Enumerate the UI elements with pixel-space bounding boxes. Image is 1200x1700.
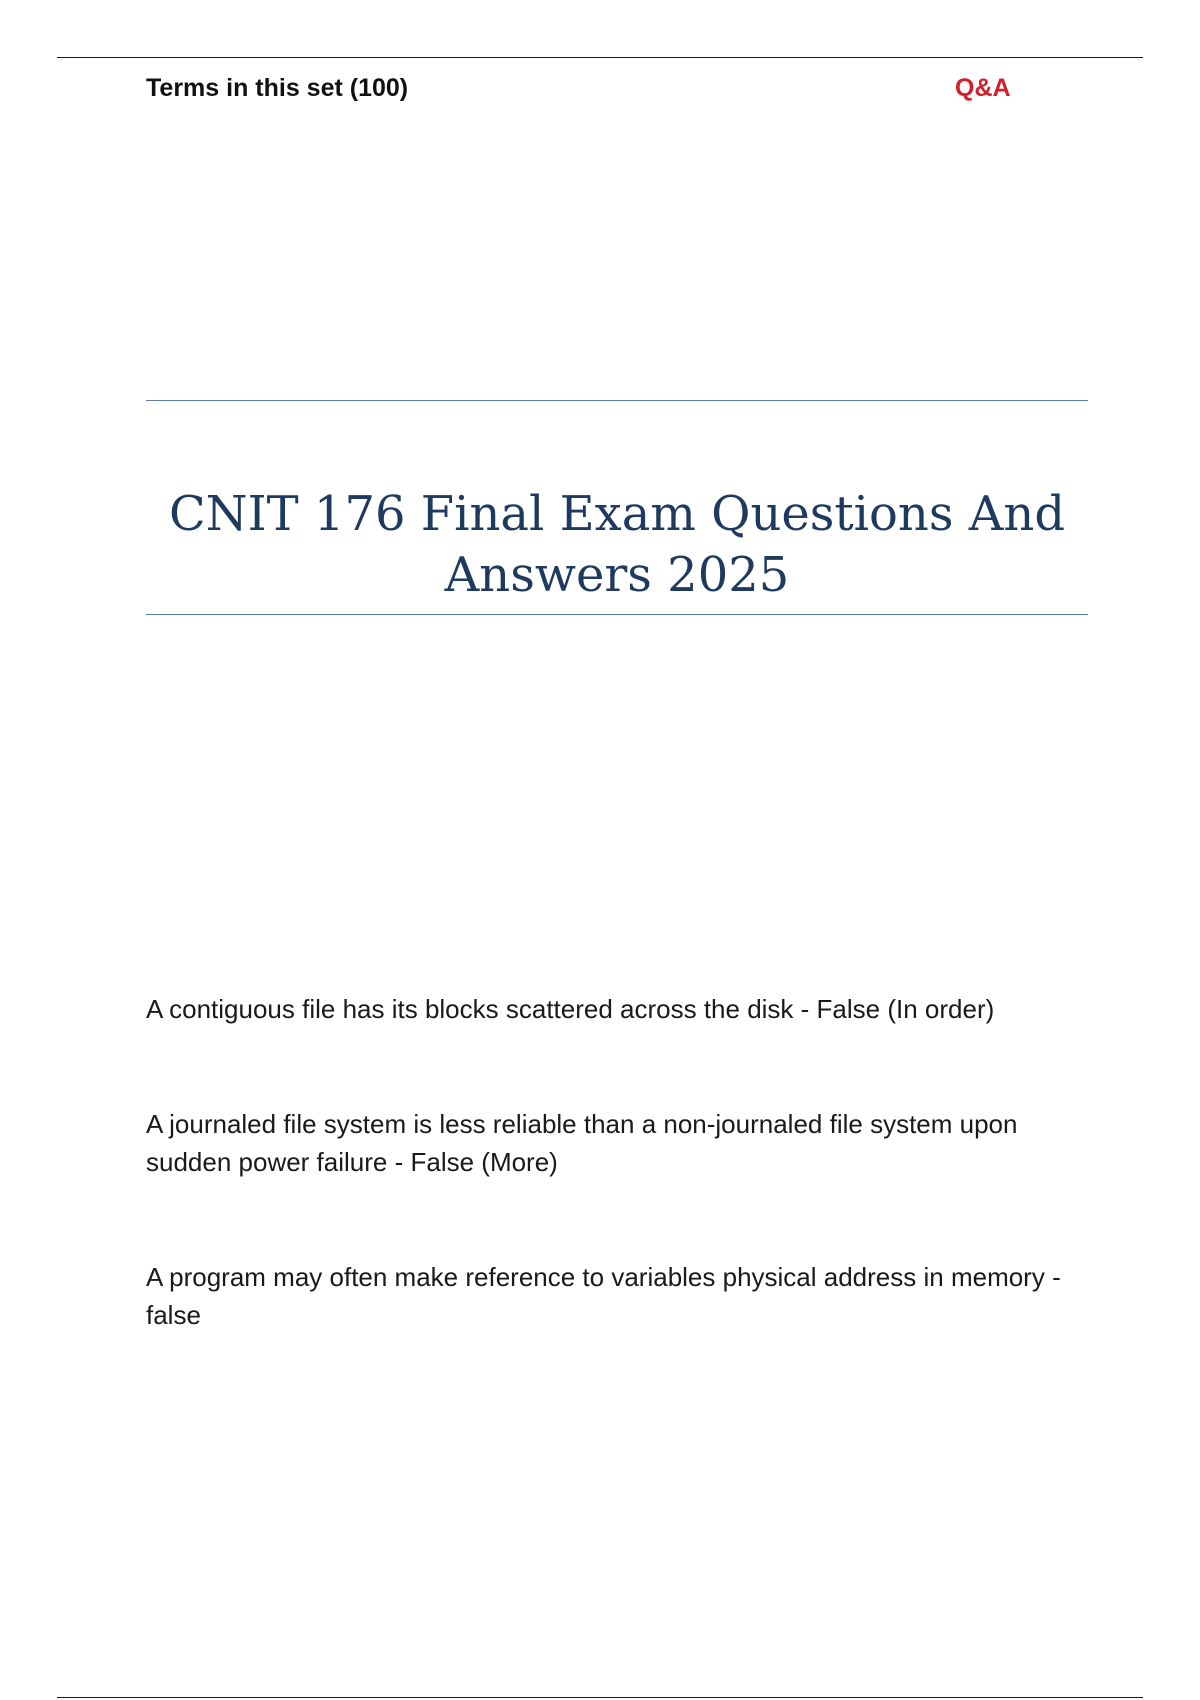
bottom-rule (57, 1697, 1143, 1698)
qa-list (146, 990, 1076, 1411)
qa-badge: Q&A (955, 74, 1011, 102)
qa-item: A contiguous file has its blocks scattered across the disk - False (In order) (146, 994, 995, 1024)
terms-count-label: Terms in this set (100) (146, 74, 409, 102)
qa-item: A journaled file system is less reliable than a non-journaled file system upon sudden power failure - False (More) (146, 1109, 1018, 1177)
top-rule (57, 57, 1143, 58)
title-rule-bottom (146, 614, 1088, 615)
document-title: CNIT 176 Final Exam Questions And Answers 2025 (168, 486, 1066, 603)
title-rule-top (146, 400, 1088, 401)
qa-item: A program may often make reference to variables physical address in memory - false (146, 1262, 1061, 1330)
